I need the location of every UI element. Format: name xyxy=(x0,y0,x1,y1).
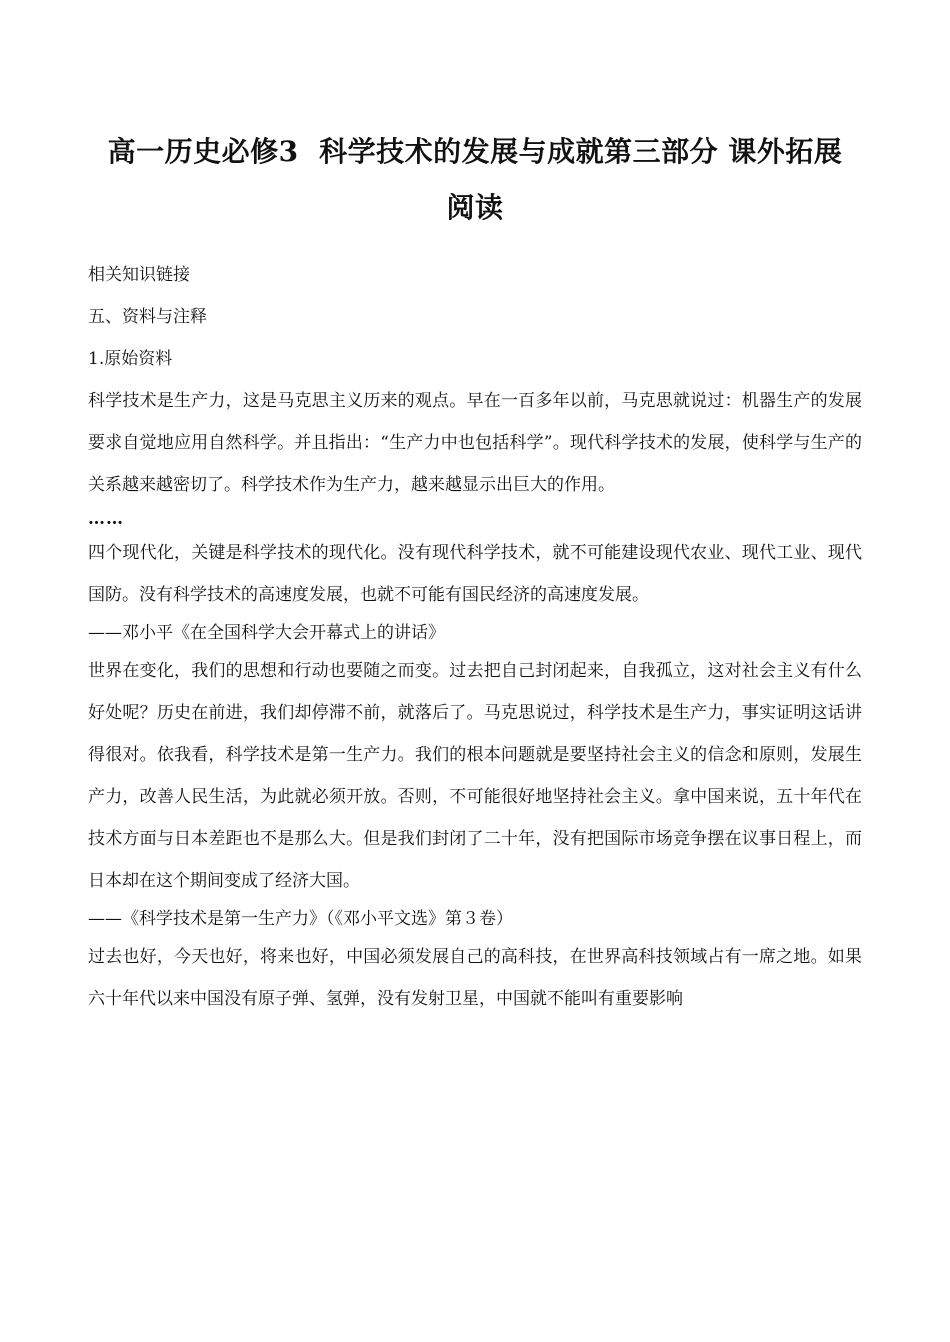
ellipsis: …… xyxy=(88,509,124,529)
heading-related-links: 相关知识链接 xyxy=(88,265,190,285)
heading-original-materials: 1.原始资料 xyxy=(88,349,173,369)
source-citation-1: ——邓小平《在全国科学大会开幕式上的讲话》 xyxy=(88,623,445,643)
paragraph-4: 过去也好，今天也好，将来也好，中国必须发展自己的高科技，在世界高科技领域占有一席之地。如果六十年代以来中国没有原子弹、氢弹，没有发射卫星，中国就不能叫有重要影响 xyxy=(88,947,862,1009)
title-line-2: 阅读 xyxy=(446,191,504,224)
source-citation-2: ——《科学技术是第一生产力》（《邓小平文选》第３卷） xyxy=(88,909,513,929)
paragraph-3: 世界在变化，我们的思想和行动也要随之而变。过去把自己封闭起来，自我孤立，这对社会主义有什么好处呢？历史在前进，我们却停滞不前，就落后了。马克思说过，科学技术是生产力，事实证明这话讲得很对。依我看，科学技术是第一生产力。我们的根本问题就是要坚持社会主义的信念和原则，发展生产力，改善人民生活，为此就必须开放。否则，不可能很好地坚持社会主义。拿中国来说，五十年代在技术方面与日本差距也不是那么大。但是我们封闭了二十年，没有把国际市场竞争摆在议事日程上，而日本却在这个期间变成了经济大国。 xyxy=(88,661,862,891)
document-body xyxy=(88,254,862,1020)
document-title xyxy=(88,124,862,236)
paragraph-1: 科学技术是生产力，这是马克思主义历来的观点。早在一百多年以前，马克思就说过：机器生产的发展要求自觉地应用自然科学。并且指出：“生产力中也包括科学”。现代科学技术的发展，使科学与生产的关系越来越密切了。科学技术作为生产力，越来越显示出巨大的作用。 xyxy=(88,391,862,495)
title-line-1: 高一历史必修3 科学技术的发展与成就第三部分 课外拓展 xyxy=(107,135,843,168)
paragraph-2: 四个现代化，关键是科学技术的现代化。没有现代科学技术，就不可能建设现代农业、现代工业、现代国防。没有科学技术的高速度发展，也就不可能有国民经济的高速度发展。 xyxy=(88,543,862,605)
heading-section-five: 五、资料与注释 xyxy=(88,307,207,327)
